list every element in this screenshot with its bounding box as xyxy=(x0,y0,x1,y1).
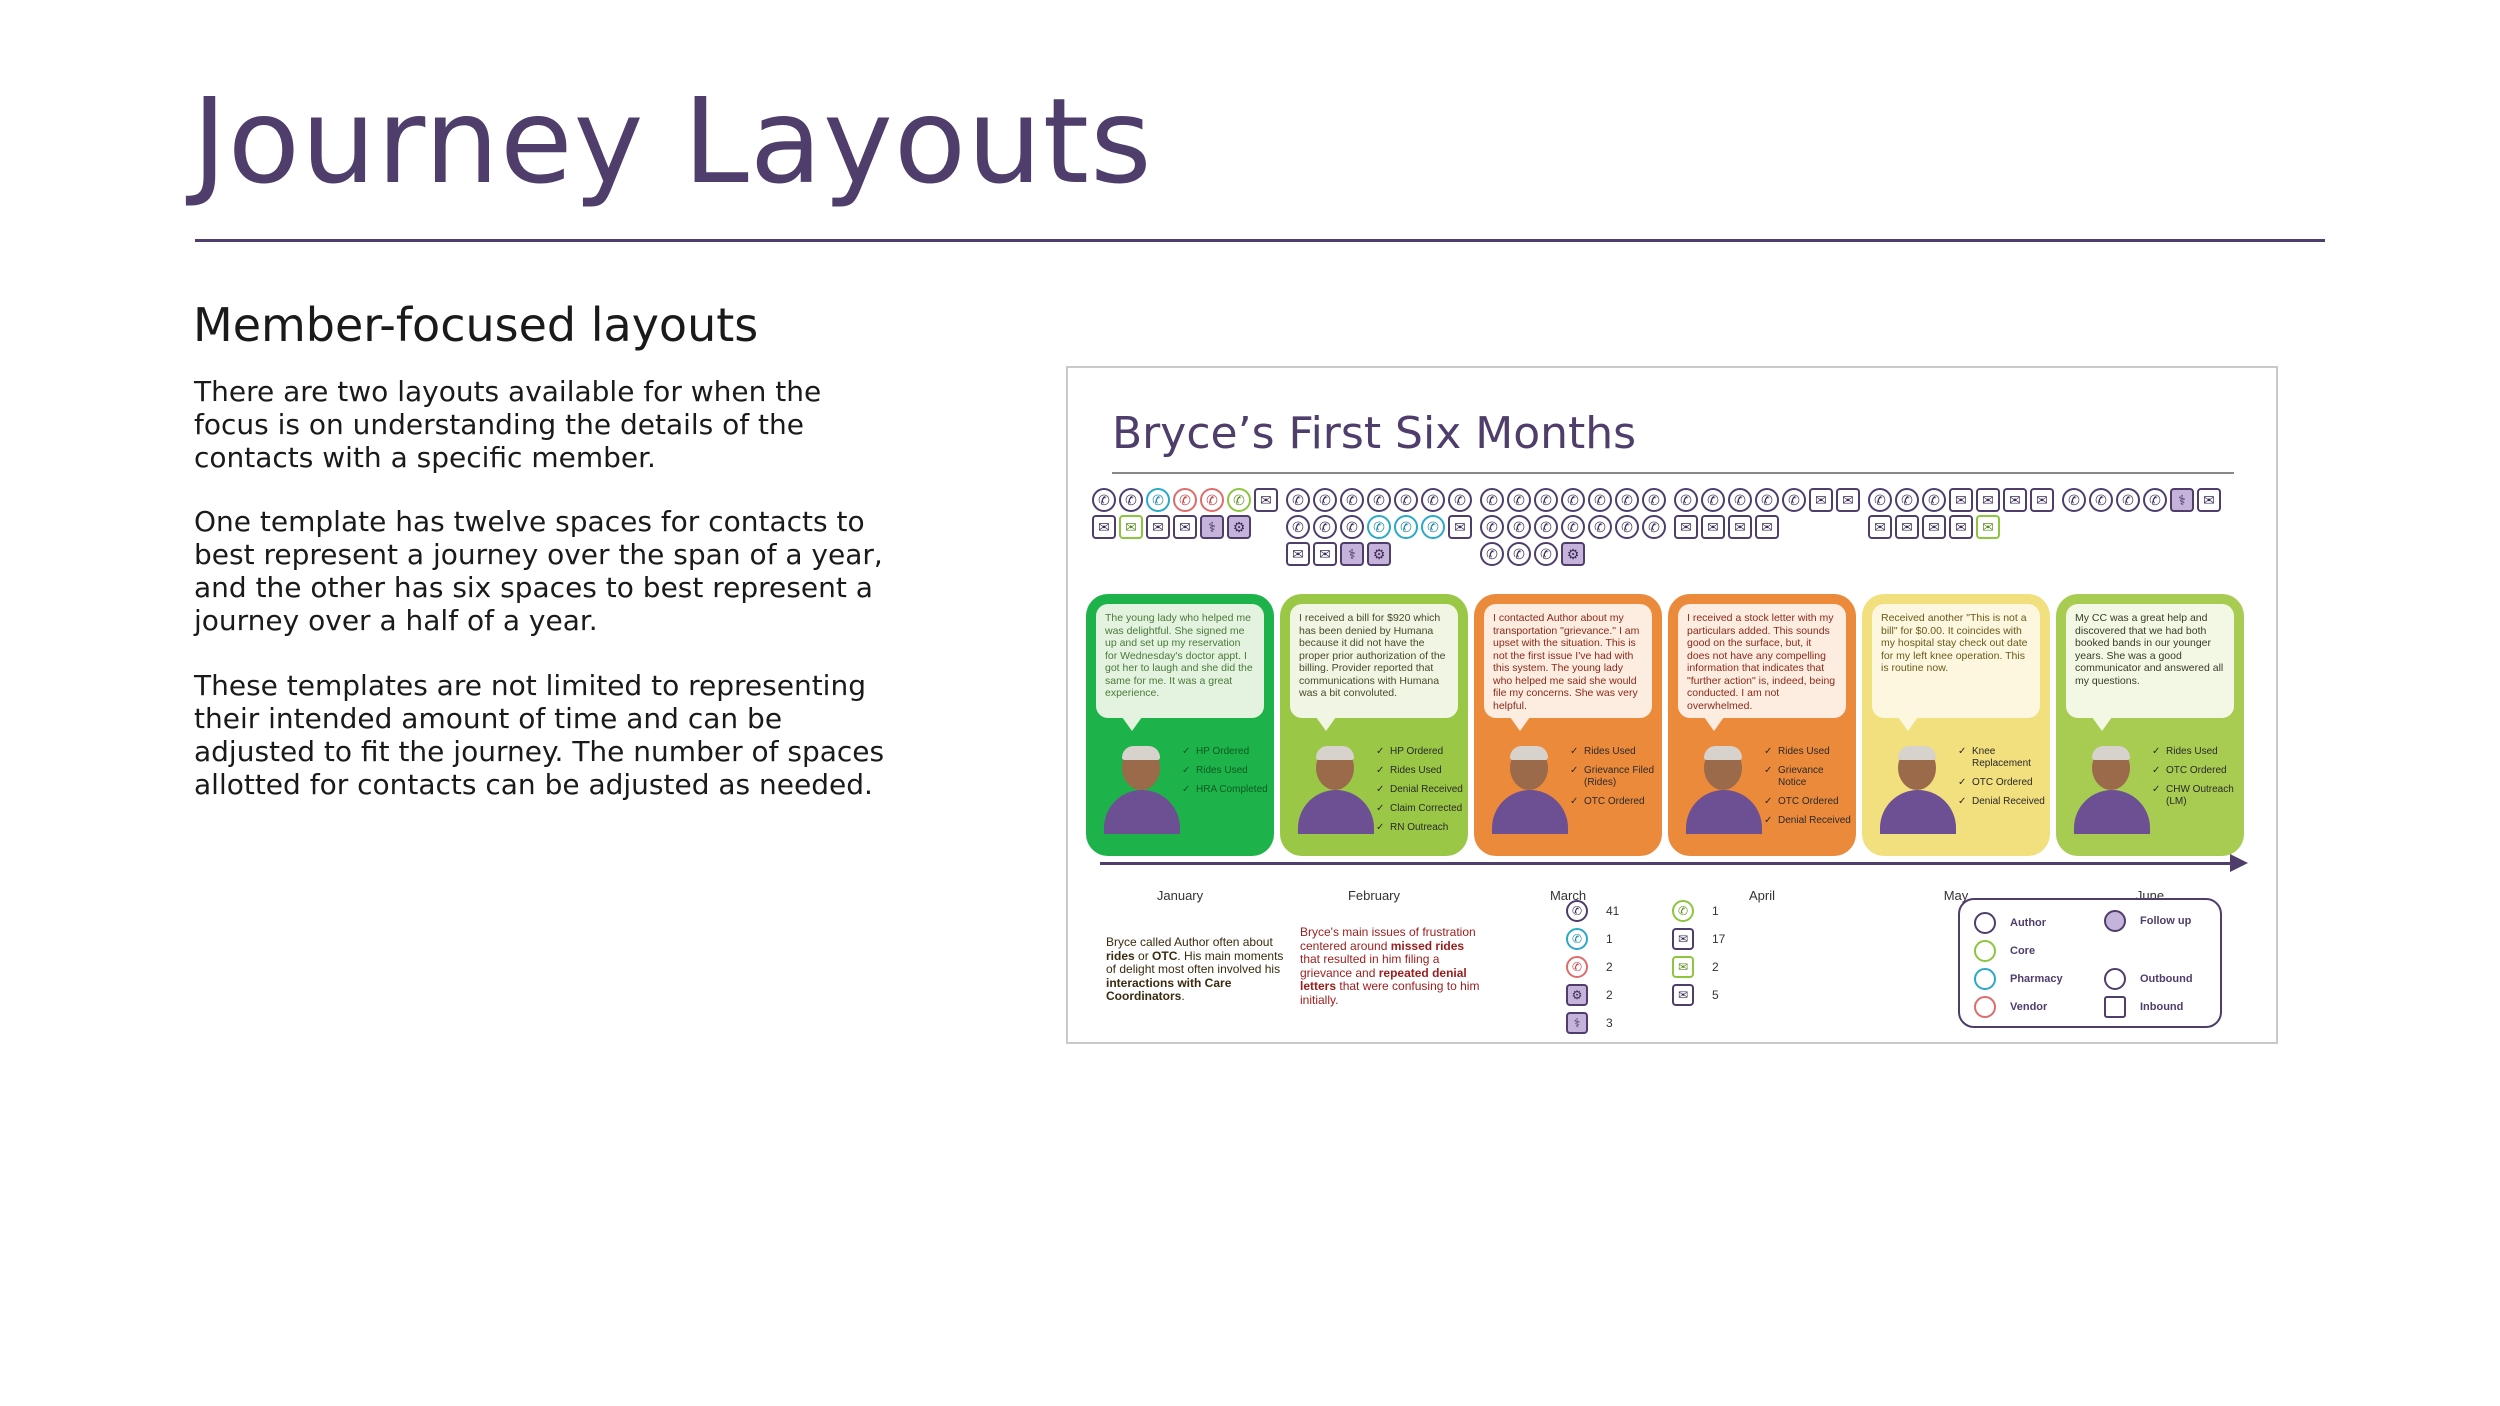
author-call-icon: ✆ xyxy=(1534,488,1558,512)
member-quote-bubble: I received a bill for $920 which has been denied by Humana because it did not have the proper prior authorization of the billing. Provider reported that communications with Humana was a bit convoluted. xyxy=(1290,604,1458,718)
avatar-head xyxy=(2092,746,2130,790)
member-avatar xyxy=(2074,746,2150,846)
inbound-letter-icon: ✉ xyxy=(2030,488,2054,512)
checklist-item: ✓ OTC Ordered xyxy=(1570,796,1660,808)
quote-tail xyxy=(1122,717,1142,731)
checklist-item: ✓ OTC Ordered xyxy=(2152,765,2242,777)
quote-tail xyxy=(1316,717,1336,731)
core-circle-icon xyxy=(1974,940,1996,962)
stethoscope-icon: ⚕ xyxy=(1340,542,1364,566)
author-call-icon: ✆ xyxy=(1615,515,1639,539)
contact-icons-may xyxy=(1868,488,2058,539)
vendor-call-icon: ✆ xyxy=(1566,956,1588,978)
follow-up-gear-icon: ⚙ xyxy=(1566,984,1588,1006)
author-call-icon: ✆ xyxy=(1895,488,1919,512)
summary-note-delight: Bryce called Author often about rides or OTC. His main moments of delight most often involved his interactions with Care Coordinators. xyxy=(1106,935,1284,1003)
stethoscope-icon: ⚕ xyxy=(1200,515,1224,539)
member-avatar xyxy=(1880,746,1956,846)
author-call-icon: ✆ xyxy=(1119,488,1143,512)
author-call-icon: ✆ xyxy=(1868,488,1892,512)
page-title: Journey Layouts xyxy=(192,72,1153,210)
contact-legend xyxy=(1958,898,2222,1028)
stethoscope-icon: ⚕ xyxy=(2170,488,2194,512)
core-letter-icon: ✉ xyxy=(1976,515,2000,539)
author-call-icon: ✆ xyxy=(2116,488,2140,512)
contact-count-value: 1 xyxy=(1606,932,1613,946)
contact-count-row xyxy=(1672,900,1719,922)
contact-count-value: 17 xyxy=(1712,932,1726,946)
legend-author: Author xyxy=(1974,912,2046,934)
author-call-icon: ✆ xyxy=(2143,488,2167,512)
legend-vendor: Vendor xyxy=(1974,996,2047,1018)
inbound-letter-icon: ✉ xyxy=(1922,515,1946,539)
legend-inbound: Inbound xyxy=(2104,996,2183,1018)
month-label-may: May xyxy=(1943,888,1969,903)
inbound-letter-icon: ✉ xyxy=(1868,515,1892,539)
avatar-head xyxy=(1898,746,1936,790)
inbound-letter-icon: ✉ xyxy=(1672,984,1694,1006)
follow-up-gear-icon: ⚙ xyxy=(1561,542,1585,566)
legend-core: Core xyxy=(1974,940,2035,962)
contact-count-row xyxy=(1566,956,1613,978)
author-call-icon: ✆ xyxy=(1367,488,1391,512)
author-call-icon: ✆ xyxy=(1561,488,1585,512)
member-avatar xyxy=(1298,746,1374,846)
month-card-may xyxy=(1862,594,2050,856)
pharmacy-call-icon: ✆ xyxy=(1146,488,1170,512)
vendor-call-icon: ✆ xyxy=(1173,488,1197,512)
checklist-item: ✓ Denial Received xyxy=(1764,815,1854,827)
avatar-head xyxy=(1122,746,1160,790)
outcome-checklist xyxy=(1376,746,1466,841)
core-call-icon: ✆ xyxy=(1672,900,1694,922)
checklist-item: ✓ Rides Used xyxy=(1376,765,1466,777)
stethoscope-icon: ⚕ xyxy=(1566,1012,1588,1034)
avatar-head xyxy=(1316,746,1354,790)
outcome-checklist xyxy=(1182,746,1272,803)
author-call-icon: ✆ xyxy=(1566,900,1588,922)
avatar-body xyxy=(1104,790,1180,834)
inbound-letter-icon: ✉ xyxy=(1254,488,1278,512)
checklist-item: ✓ HP Ordered xyxy=(1182,746,1272,758)
inbound-letter-icon: ✉ xyxy=(1895,515,1919,539)
outcome-checklist xyxy=(2152,746,2242,815)
checklist-item: ✓ RN Outreach xyxy=(1376,822,1466,834)
author-call-icon: ✆ xyxy=(1448,488,1472,512)
author-call-icon: ✆ xyxy=(1394,488,1418,512)
contact-count-row xyxy=(1672,956,1719,978)
author-call-icon: ✆ xyxy=(1507,515,1531,539)
checklist-item: ✓ Knee Replacement xyxy=(1958,746,2048,770)
member-quote-bubble: My CC was a great help and discovered that we had both booked bands in our younger years. She was a good communicator and answered all my questions. xyxy=(2066,604,2234,718)
author-call-icon: ✆ xyxy=(1286,488,1310,512)
intro-paragraph-2: One template has twelve spaces for contacts to best represent a journey over the span of a year, and the other has six spaces to best represent a journey over a half of a year. xyxy=(194,505,883,637)
inbound-letter-icon: ✉ xyxy=(1755,515,1779,539)
outcome-checklist xyxy=(1570,746,1660,815)
outcome-checklist xyxy=(1958,746,2048,815)
contact-count-value: 3 xyxy=(1606,1016,1613,1030)
checklist-item: ✓ OTC Ordered xyxy=(1764,796,1854,808)
outbound-circle-icon xyxy=(2104,968,2126,990)
inbound-letter-icon: ✉ xyxy=(1809,488,1833,512)
author-call-icon: ✆ xyxy=(1588,515,1612,539)
author-circle-icon xyxy=(1974,912,1996,934)
contact-count-value: 2 xyxy=(1606,960,1613,974)
contact-icons-april xyxy=(1674,488,1864,539)
journey-map-panel xyxy=(1066,366,2278,1044)
inbound-letter-icon: ✉ xyxy=(1976,488,2000,512)
contact-count-value: 5 xyxy=(1712,988,1719,1002)
outcome-checklist xyxy=(1764,746,1854,834)
member-quote-bubble: I contacted Author about my transportation "grievance." I am upset with the situation. This is not the first issue I've had with this system. The young lady who helped me said she would file my concerns. She was very helpful. xyxy=(1484,604,1652,718)
author-call-icon: ✆ xyxy=(2062,488,2086,512)
avatar-body xyxy=(1492,790,1568,834)
inbound-letter-icon: ✉ xyxy=(1728,515,1752,539)
inbound-letter-icon: ✉ xyxy=(1173,515,1197,539)
author-call-icon: ✆ xyxy=(1922,488,1946,512)
inbound-square-icon xyxy=(2104,996,2126,1018)
author-call-icon: ✆ xyxy=(1701,488,1725,512)
author-call-icon: ✆ xyxy=(1615,488,1639,512)
author-call-icon: ✆ xyxy=(1421,488,1445,512)
inbound-letter-icon: ✉ xyxy=(2197,488,2221,512)
contact-count-row xyxy=(1566,984,1613,1006)
author-call-icon: ✆ xyxy=(1561,515,1585,539)
month-card-january xyxy=(1086,594,1274,856)
journey-title-divider xyxy=(1112,472,2234,474)
checklist-item: ✓ Rides Used xyxy=(1570,746,1660,758)
inbound-letter-icon: ✉ xyxy=(1701,515,1725,539)
checklist-item: ✓ OTC Ordered xyxy=(1958,777,2048,789)
contact-count-row xyxy=(1672,984,1719,1006)
follow-up-gear-icon: ⚙ xyxy=(1227,515,1251,539)
contact-count-row xyxy=(1672,928,1725,950)
month-card-april xyxy=(1668,594,1856,856)
pharmacy-call-icon: ✆ xyxy=(1421,515,1445,539)
timeline-arrow-icon xyxy=(2230,854,2248,872)
contact-icons-february xyxy=(1286,488,1476,566)
member-avatar xyxy=(1686,746,1762,846)
checklist-item: ✓ Grievance Notice xyxy=(1764,765,1854,789)
contact-count-value: 1 xyxy=(1712,904,1719,918)
pharmacy-call-icon: ✆ xyxy=(1367,515,1391,539)
inbound-letter-icon: ✉ xyxy=(1448,515,1472,539)
avatar-head xyxy=(1704,746,1742,790)
inbound-letter-icon: ✉ xyxy=(1092,515,1116,539)
checklist-item: ✓ Claim Corrected xyxy=(1376,803,1466,815)
avatar-head xyxy=(1510,746,1548,790)
legend-pharmacy: Pharmacy xyxy=(1974,968,2063,990)
author-call-icon: ✆ xyxy=(1313,515,1337,539)
author-call-icon: ✆ xyxy=(1480,542,1504,566)
checklist-item: ✓ HP Ordered xyxy=(1376,746,1466,758)
member-avatar xyxy=(1104,746,1180,846)
checklist-item: ✓ Rides Used xyxy=(1182,765,1272,777)
month-label-january: January xyxy=(1156,888,1204,903)
quote-tail xyxy=(2092,717,2112,731)
author-call-icon: ✆ xyxy=(1340,515,1364,539)
author-call-icon: ✆ xyxy=(1588,488,1612,512)
intro-paragraph-3: These templates are not limited to representing their intended amount of time and can be adjusted to fit the journey. The number of spaces allotted for contacts can be adjusted as needed. xyxy=(194,669,885,801)
vendor-circle-icon xyxy=(1974,996,1996,1018)
journey-title: Bryce’s First Six Months xyxy=(1112,408,1637,459)
core-letter-icon: ✉ xyxy=(1672,956,1694,978)
contact-icons-january xyxy=(1092,488,1282,539)
author-call-icon: ✆ xyxy=(1534,542,1558,566)
checklist-item: ✓ Denial Received xyxy=(1958,796,2048,808)
month-card-february xyxy=(1280,594,1468,856)
quote-tail xyxy=(1898,717,1918,731)
inbound-letter-icon: ✉ xyxy=(1146,515,1170,539)
author-call-icon: ✆ xyxy=(1507,488,1531,512)
inbound-letter-icon: ✉ xyxy=(1836,488,1860,512)
avatar-body xyxy=(1298,790,1374,834)
follow-up-circle-icon xyxy=(2104,910,2126,932)
inbound-letter-icon: ✉ xyxy=(1313,542,1337,566)
author-call-icon: ✆ xyxy=(1480,515,1504,539)
contact-count-value: 2 xyxy=(1712,960,1719,974)
section-subtitle: Member-focused layouts xyxy=(193,298,759,352)
author-call-icon: ✆ xyxy=(2089,488,2113,512)
follow-up-gear-icon: ⚙ xyxy=(1367,542,1391,566)
inbound-letter-icon: ✉ xyxy=(1286,542,1310,566)
checklist-item: ✓ Rides Used xyxy=(1764,746,1854,758)
month-card-june xyxy=(2056,594,2244,856)
inbound-letter-icon: ✉ xyxy=(1949,515,1973,539)
quote-tail xyxy=(1704,717,1724,731)
avatar-body xyxy=(1686,790,1762,834)
author-call-icon: ✆ xyxy=(1642,515,1666,539)
member-avatar xyxy=(1492,746,1568,846)
inbound-letter-icon: ✉ xyxy=(1672,928,1694,950)
title-divider xyxy=(195,239,2325,242)
inbound-letter-icon: ✉ xyxy=(1674,515,1698,539)
checklist-item: ✓ Grievance Filed (Rides) xyxy=(1570,765,1660,789)
member-quote-bubble: The young lady who helped me was delightful. She signed me up and set up my reservation for Wednesday's doctor appt. I got her to laugh and she did the same for me. It was a great experience. xyxy=(1096,604,1264,718)
legend-outbound: Outbound xyxy=(2104,968,2193,990)
author-call-icon: ✆ xyxy=(1674,488,1698,512)
timeline-axis xyxy=(1100,862,2240,865)
author-call-icon: ✆ xyxy=(1480,488,1504,512)
month-label-april: April xyxy=(1748,888,1775,903)
author-call-icon: ✆ xyxy=(1507,542,1531,566)
core-letter-icon: ✉ xyxy=(1119,515,1143,539)
member-quote-bubble: I received a stock letter with my particulars added. This sounds good on the surface, but, it does not have any compelling information that indicates that "further action" is, indeed, being conducted. I am not overwhelmed. xyxy=(1678,604,1846,718)
checklist-item: ✓ HRA Completed xyxy=(1182,784,1272,796)
author-call-icon: ✆ xyxy=(1534,515,1558,539)
month-label-march: March xyxy=(1549,888,1587,903)
pharmacy-circle-icon xyxy=(1974,968,1996,990)
inbound-letter-icon: ✉ xyxy=(2003,488,2027,512)
contact-count-value: 2 xyxy=(1606,988,1613,1002)
vendor-call-icon: ✆ xyxy=(1200,488,1224,512)
member-quote-bubble: Received another "This is not a bill" for $0.00. It coincides with my hospital stay check out date for my left knee operation. This is routine now. xyxy=(1872,604,2040,718)
inbound-letter-icon: ✉ xyxy=(1949,488,1973,512)
pharmacy-call-icon: ✆ xyxy=(1394,515,1418,539)
author-call-icon: ✆ xyxy=(1728,488,1752,512)
author-call-icon: ✆ xyxy=(1313,488,1337,512)
avatar-body xyxy=(2074,790,2150,834)
author-call-icon: ✆ xyxy=(1340,488,1364,512)
contact-icons-june xyxy=(2062,488,2252,512)
author-call-icon: ✆ xyxy=(1755,488,1779,512)
contact-count-row xyxy=(1566,900,1619,922)
author-call-icon: ✆ xyxy=(1092,488,1116,512)
legend-follow-up: Follow up xyxy=(2104,910,2191,932)
checklist-item: ✓ Denial Received xyxy=(1376,784,1466,796)
author-call-icon: ✆ xyxy=(1642,488,1666,512)
core-call-icon: ✆ xyxy=(1227,488,1251,512)
pharmacy-call-icon: ✆ xyxy=(1566,928,1588,950)
quote-tail xyxy=(1510,717,1530,731)
month-label-february: February xyxy=(1347,888,1401,903)
month-card-march xyxy=(1474,594,1662,856)
avatar-body xyxy=(1880,790,1956,834)
intro-paragraph-1: There are two layouts available for when the focus is on understanding the details of the contacts with a specific member. xyxy=(194,375,822,474)
month-label-june: June xyxy=(2135,888,2165,903)
contact-count-row xyxy=(1566,1012,1613,1034)
contact-count-value: 41 xyxy=(1606,904,1620,918)
contact-count-row xyxy=(1566,928,1613,950)
summary-note-frustration: Bryce's main issues of frustration centered around missed rides that resulted in him filing a grievance and repeated denial letters that were confusing to him initially. xyxy=(1300,925,1480,1007)
checklist-item: ✓ CHW Outreach (LM) xyxy=(2152,784,2242,808)
checklist-item: ✓ Rides Used xyxy=(2152,746,2242,758)
author-call-icon: ✆ xyxy=(1782,488,1806,512)
contact-icons-march xyxy=(1480,488,1670,566)
author-call-icon: ✆ xyxy=(1286,515,1310,539)
